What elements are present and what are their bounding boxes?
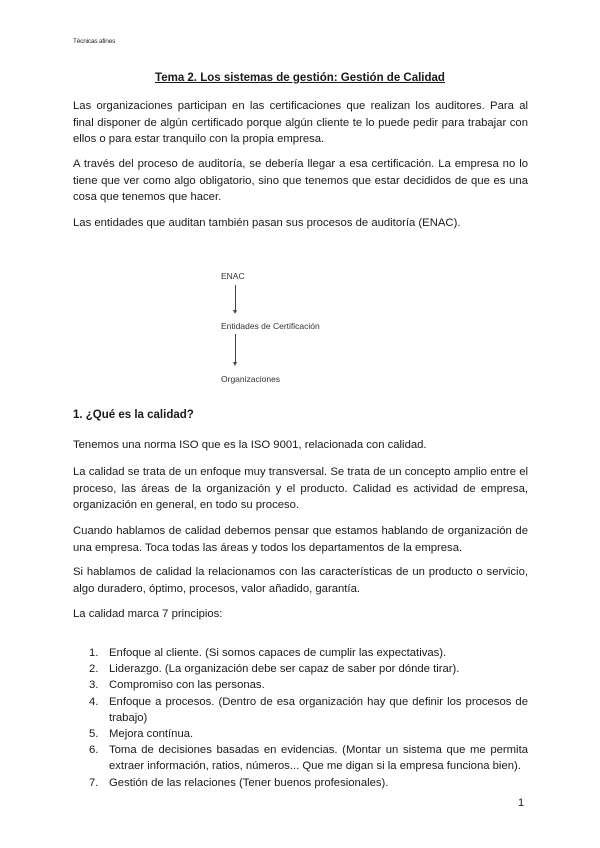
intro-paragraph-2: A través del proceso de auditoría, se debería llegar a esa certificación. La empresa no lo tiene que ver como algo obligatorio, sino que tenemos que estar decididos de que es una cosa que tenemos que hacer. [73,158,528,203]
principles-list [73,645,528,791]
section-paragraph-2: La calidad se trata de un enfoque muy transversal. Se trata de un concepto amplio entre el proceso, las áreas de la organización y el producto. Calidad es actividad de empresa, organización en general, en todo su proceso. [73,466,528,511]
section-paragraph-1: Tenemos una norma ISO que es la ISO 9001, relacionada con calidad. [73,439,427,451]
list-text: Liderazgo. (La organización debe ser capaz de saber por dónde tirar). [109,663,460,676]
diagram-node-organizaciones: Organizaciones [221,374,281,384]
list-number: 3. [89,679,99,692]
list-text: Enfoque al cliente. (Si somos capaces de cumplir las expectativas). [109,647,447,659]
section-paragraph-5: La calidad marca 7 principios: [73,608,223,620]
list-item [73,645,528,661]
list-text: Compromiso con las personas. [109,679,265,692]
list-item [73,677,528,693]
page-title: Tema 2. Los sistemas de gestión: Gestión de Calidad [155,72,445,84]
diagram-node-enac: ENAC [221,271,245,281]
arrow-down-icon [233,310,237,314]
diagram-arrow-1 [235,285,236,312]
section-paragraph-4: Si hablamos de calidad la relacionamos con las características de un producto o servicio, algo duradero, óptimo, procesos, valor añadido, garantía. [73,566,528,595]
running-header: Técnicas afines [73,38,116,45]
intro-paragraph-1: Las organizaciones participan en las certificaciones que realizan los auditores. Para al final disponer de algún certificado porque algún cliente te lo puede pedir para trabajar con ellos o para estar tranquilo con la propia empresa. [73,100,528,145]
list-number: 5. [89,728,99,741]
diagram-node-entidades: Entidades de Certificación [221,321,320,331]
list-item [73,726,528,742]
list-number: 1. [89,647,99,659]
diagram-arrow-2 [235,334,236,364]
section-paragraph-3: Cuando hablamos de calidad debemos pensar que estamos hablando de organización de una empresa. Toca todas las áreas y todos los departamentos de la empresa. [73,525,528,554]
list-item [73,661,528,677]
list-text: Enfoque a procesos. (Dentro de esa organización hay que definir los procesos de trabajo) [109,695,528,724]
section-heading: 1. ¿Qué es la calidad? [73,409,194,421]
list-text: Mejora contínua. [109,728,194,741]
list-item [73,694,528,726]
list-number: 7. [89,776,99,789]
arrow-down-icon [233,362,237,366]
list-number: 4. [89,695,99,708]
list-number: 2. [89,663,99,676]
list-text: Gestión de las relaciones (Tener buenos profesionales). [109,776,389,789]
list-number: 6. [89,744,99,757]
list-item [73,775,528,791]
list-text: Toma de decisiones basadas en evidencias. (Montar un sistema que me permita extraer información, ratios, números... Que me digan si la empresa funciona bien). [109,744,528,773]
list-item [73,742,528,774]
page-number: 1 [518,797,525,809]
intro-paragraph-3: Las entidades que auditan también pasan sus procesos de auditoría (ENAC). [73,217,461,229]
